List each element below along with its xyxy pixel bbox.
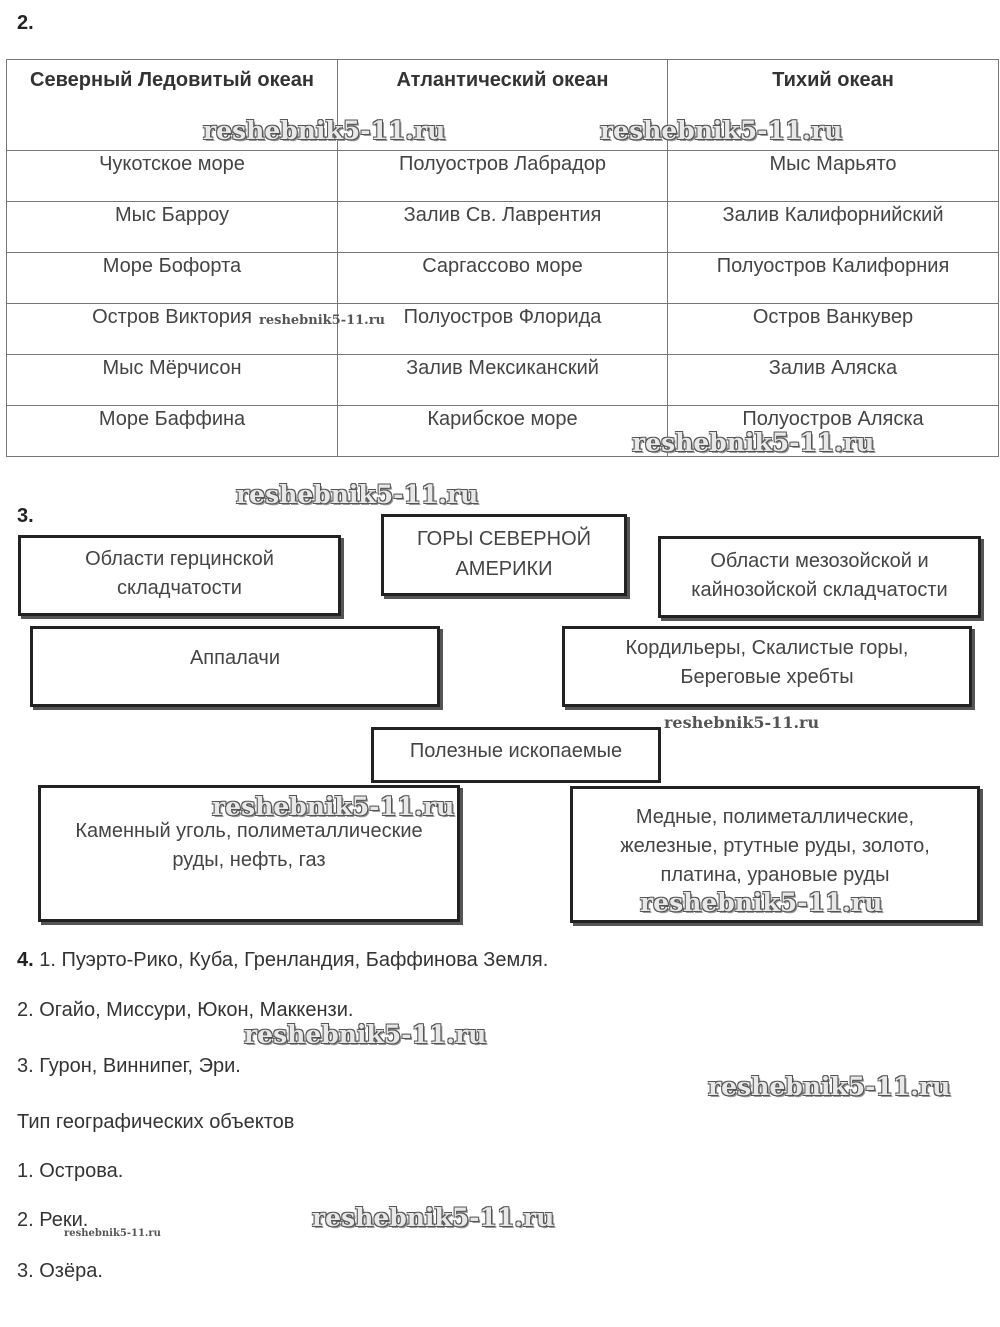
minerals-box: Полезные ископаемые [371,727,661,783]
watermark: reshebnik5-11.ru [259,313,386,328]
table-row [7,202,999,253]
left-minerals-box: Каменный уголь, полиметаллические руды, нефть, газ [38,785,460,922]
table-cell: Мыс Барроу [7,202,338,253]
table-cell: Полуостров Лабрадор [338,151,668,202]
cordilleras-box: Кордильеры, Скалистые горы, Береговые хребты [562,626,972,707]
table-cell: Залив Мексиканский [338,355,668,406]
type-title: Тип географических объектов [17,1111,295,1133]
watermark: reshebnik5-11.ru [312,1203,555,1232]
watermark: reshebnik5-11.ru [708,1072,951,1101]
table-row [7,304,999,355]
watermark: reshebnik5-11.ru [600,116,843,145]
table-cell: Полуостров Флорида [338,304,668,355]
type-line-3: 3. Озёра. [17,1260,103,1282]
watermark: reshebnik5-11.ru [236,480,479,509]
table-cell: Залив Калифорнийский [668,202,999,253]
table-cell: Море Баффина [7,406,338,457]
table-cell: Мыс Мёрчисон [7,355,338,406]
watermark: reshebnik5-11.ru [244,1020,487,1049]
header-atlantic: Атлантический океан [338,60,668,151]
watermark: reshebnik5-11.ru [64,1228,161,1239]
section-4-number: 4. [17,949,34,971]
central-box: ГОРЫ СЕВЕРНОЙ АМЕРИКИ [381,514,627,596]
section-4-line-1 [17,949,548,972]
answer-line-2: 2. Огайо, Миссури, Юкон, Маккензи. [17,999,354,1021]
type-line-2: 2. Реки. [17,1209,89,1231]
watermark: reshebnik5-11.ru [664,713,820,732]
table-header-row [7,60,999,151]
watermark: reshebnik5-11.ru [632,428,875,457]
table-cell: Полуостров Аляска [668,406,999,457]
right-minerals-box: Медные, полиметаллические, железные, ртутные руды, золото, платина, урановые руды [570,786,980,923]
table-cell: Чукотское море [7,151,338,202]
type-line-1: 1. Острова. [17,1160,124,1182]
table-cell: Полуостров Калифорния [668,253,999,304]
watermark: reshebnik5-11.ru [640,888,883,917]
section-2-number: 2. [17,12,34,34]
table-cell: Залив Аляска [668,355,999,406]
table-cell: Остров Виктория [7,304,338,355]
appalachians-box: Аппалачи [30,626,440,707]
mesozoic-box: Области мезозойской и кайнозойской складчатости [658,536,981,618]
table-cell: Мыс Марьято [668,151,999,202]
answer-line-1: 1. Пуэрто-Рико, Куба, Гренландия, Баффинова Земля. [39,949,549,971]
watermark: reshebnik5-11.ru [203,116,446,145]
watermark: reshebnik5-11.ru [212,792,455,821]
table-cell: Карибское море [338,406,668,457]
oceans-table [6,59,999,457]
hercynian-box: Области герцинской складчатости [18,535,341,616]
table-cell: Море Бофорта [7,253,338,304]
header-pacific: Тихий океан [668,60,999,151]
table-row [7,253,999,304]
table-cell: Залив Св. Лаврентия [338,202,668,253]
table-cell: Остров Ванкувер [668,304,999,355]
section-3-number: 3. [17,505,34,527]
header-arctic: Северный Ледовитый океан [7,60,338,151]
table-row [7,355,999,406]
answer-line-3: 3. Гурон, Виннипег, Эри. [17,1055,241,1077]
table-cell: Саргассово море [338,253,668,304]
table-row [7,151,999,202]
